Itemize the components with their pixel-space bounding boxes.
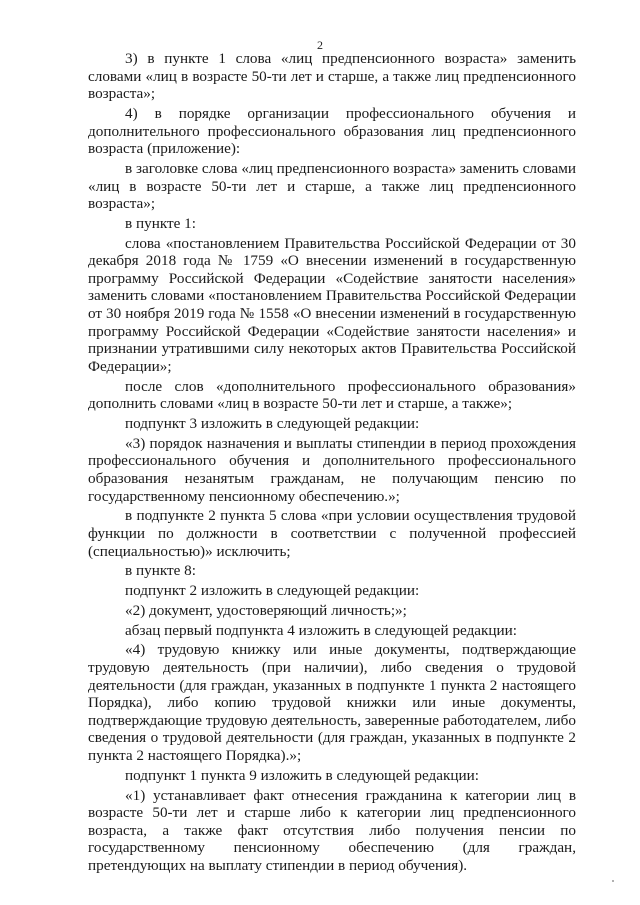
paragraph-after-words: после слов «дополнительного профессионального образования» дополнить словами «лиц в возрасте 50-ти лет и старше, а также»; (88, 377, 576, 413)
document-body (88, 50, 576, 877)
paragraph-point-1: в пункте 1: (125, 214, 196, 232)
paragraph-subpoint-3: подпункт 3 изложить в следующей редакции: (125, 415, 420, 432)
paragraph-subpoint-3-text: «3) порядок назначения и выплаты стипендии в период прохождения профессионального обучения и дополнительного профессионального образования незанятым гражданам, не получающим пенсию по государственному пенсионному обеспечению.»; (88, 434, 576, 505)
paragraph-subpoint-2: подпункт 2 изложить в следующей редакции: (125, 582, 420, 600)
paragraph-point-9: подпункт 1 пункта 9 изложить в следующей редакции: (125, 766, 479, 784)
paragraph-decree-replace: слова «постановлением Правительства Российской Федерации от 30 декабря 2018 года № 1759 «О внесении изменений в государственную программу Российской Федерации «Содействие занятости населения» заменить словами «постановлением Правительства Российской Федерации от 30 ноября 2019 года № 1558 «О внесении изменений в государственную программу Российской Федерации «Содействие занятости населения» и признании утратившими силу некоторых актов Правительства Российской Федерации»; (88, 234, 576, 375)
paragraph-point-5: в подпункте 2 пункта 5 слова «при условии осуществления трудовой функции по должности в соответствии с полученной профессией (специальностью)» исключить; (88, 507, 576, 560)
paragraph-item-4: 4) в порядке организации профессионального обучения и дополнительного профессионального образования лиц предпенсионного возраста (приложение): (88, 104, 576, 158)
paragraph-title-change: в заголовке слова «лиц предпенсионного возраста» заменить словами «лиц в возрасте 50-ти лет и старше, а также лиц предпенсионного возраста»; (88, 159, 576, 213)
paragraph-subpoint-4-text: «4) трудовую книжку или иные документы, подтверждающие трудовую деятельность (при наличии), либо сведения о трудовой деятельности (для граждан, указанных в подпункте 1 пункта 2 настоящего Порядка), либо копию трудовой книжки или иные документы, подтверждающие трудовую деятельность, заверенные работодателем, либо сведения о трудовой деятельности (для граждан, указанных в подпункте 2 пункта 2 настоящего Порядка).»; (88, 641, 576, 764)
page-number: 2 (317, 38, 323, 52)
paragraph-subpoint-4: абзац первый подпункта 4 изложить в следующей редакции: (125, 621, 518, 639)
paragraph-subpoint-2-text: «2) документ, удостоверяющий личность;»; (125, 601, 407, 619)
scan-speck (612, 880, 614, 882)
paragraph-point-8: в пункте 8: (125, 562, 196, 580)
paragraph-point-9-text: «1) устанавливает факт отнесения гражданина к категории лиц в возрасте 50-ти лет и старше либо к категории лиц предпенсионного возраста, а также факт отсутствия либо получения пенсии по государственному пенсионному обеспечению (для граждан, претендующих на выплату стипендии в период обучения). (88, 786, 576, 874)
paragraph-item-3: 3) в пункте 1 слова «лиц предпенсионного возраста» заменить словами «лиц в возрасте 50-ти лет и старше, а также лиц предпенсионного возраста»; (88, 50, 576, 103)
